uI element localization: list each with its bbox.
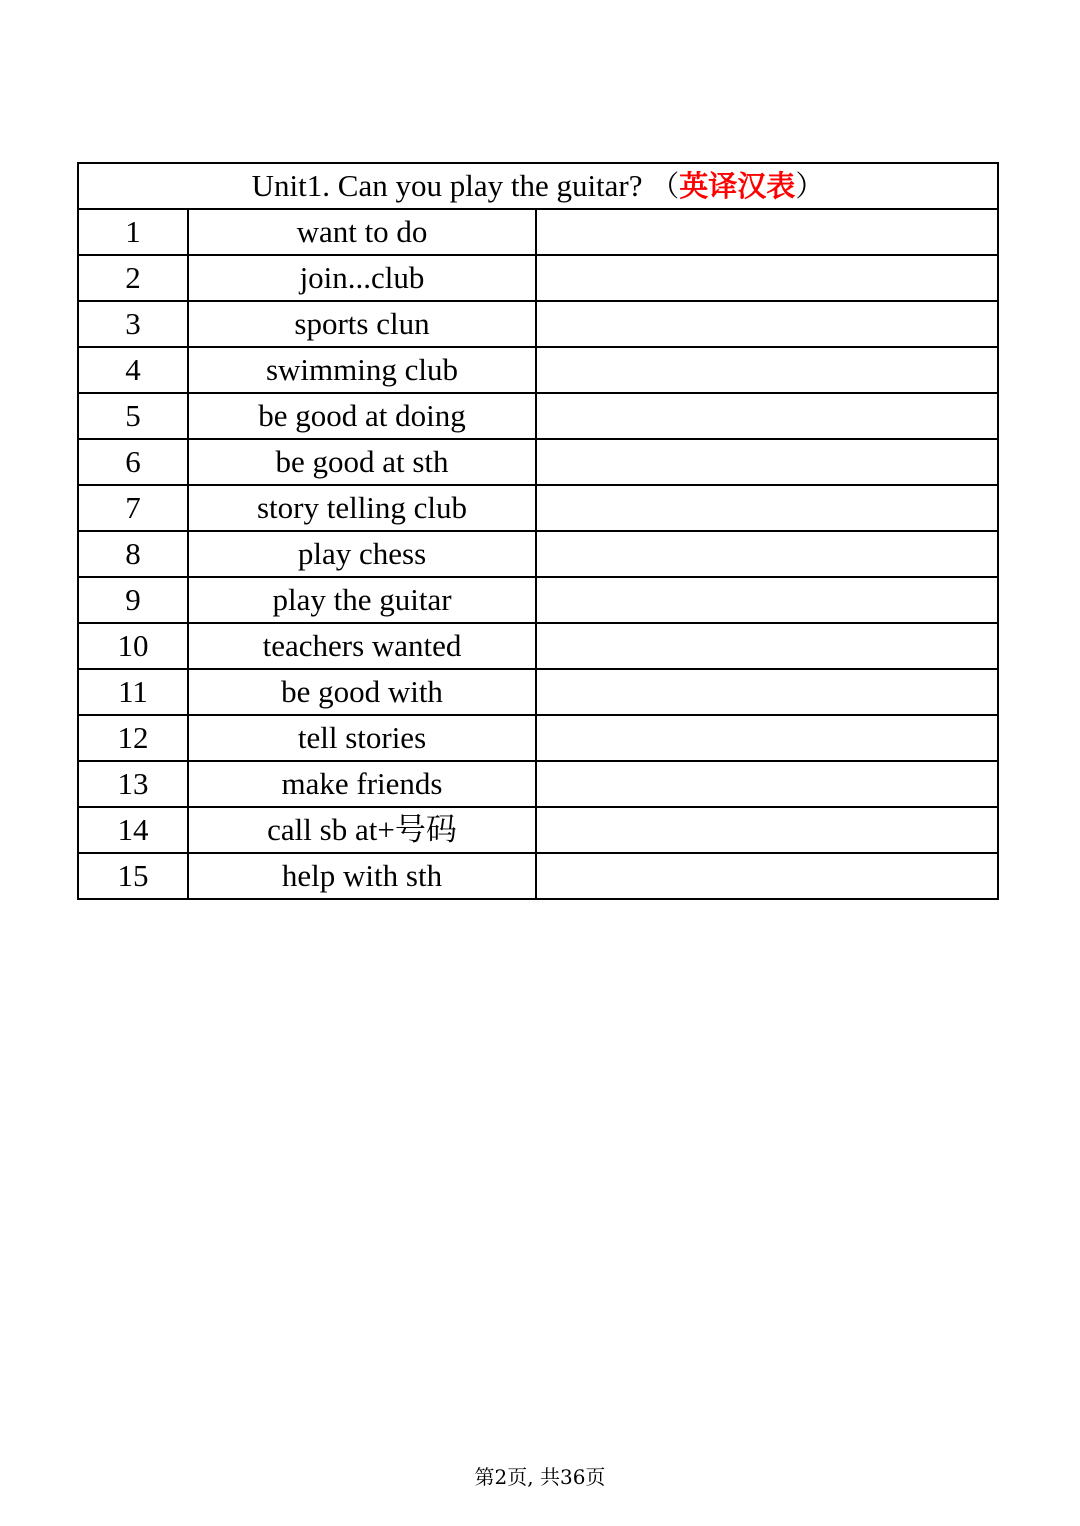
chinese-answer-cell[interactable]	[536, 715, 998, 761]
row-number: 5	[78, 393, 188, 439]
row-number: 13	[78, 761, 188, 807]
english-phrase: be good with	[188, 669, 536, 715]
row-number: 1	[78, 209, 188, 255]
english-phrase: help with sth	[188, 853, 536, 899]
row-number: 4	[78, 347, 188, 393]
table-row	[78, 761, 998, 807]
title-close-paren: ）	[795, 169, 825, 203]
row-number: 3	[78, 301, 188, 347]
row-number: 9	[78, 577, 188, 623]
table-row	[78, 301, 998, 347]
chinese-answer-cell[interactable]	[536, 439, 998, 485]
english-phrase: be good at sth	[188, 439, 536, 485]
english-phrase: want to do	[188, 209, 536, 255]
row-number: 12	[78, 715, 188, 761]
table-row	[78, 807, 998, 853]
chinese-answer-cell[interactable]	[536, 301, 998, 347]
row-number: 10	[78, 623, 188, 669]
table-row	[78, 531, 998, 577]
chinese-answer-cell[interactable]	[536, 209, 998, 255]
chinese-answer-cell[interactable]	[536, 255, 998, 301]
english-phrase: sports clun	[188, 301, 536, 347]
chinese-answer-cell[interactable]	[536, 577, 998, 623]
english-phrase: tell stories	[188, 715, 536, 761]
chinese-answer-cell[interactable]	[536, 853, 998, 899]
english-phrase: play the guitar	[188, 577, 536, 623]
row-number: 14	[78, 807, 188, 853]
english-phrase: call sb at+号码	[188, 807, 536, 853]
chinese-answer-cell[interactable]	[536, 347, 998, 393]
table-row	[78, 485, 998, 531]
chinese-answer-cell[interactable]	[536, 393, 998, 439]
table-title	[78, 163, 998, 209]
english-phrase: teachers wanted	[188, 623, 536, 669]
table-row	[78, 577, 998, 623]
row-number: 2	[78, 255, 188, 301]
table-title-row	[78, 163, 998, 209]
chinese-answer-cell[interactable]	[536, 761, 998, 807]
chinese-answer-cell[interactable]	[536, 807, 998, 853]
english-phrase: be good at doing	[188, 393, 536, 439]
row-number: 7	[78, 485, 188, 531]
english-phrase: play chess	[188, 531, 536, 577]
chinese-answer-cell[interactable]	[536, 485, 998, 531]
table-row	[78, 255, 998, 301]
english-phrase: story telling club	[188, 485, 536, 531]
row-number: 8	[78, 531, 188, 577]
chinese-answer-cell[interactable]	[536, 669, 998, 715]
row-number: 6	[78, 439, 188, 485]
table-row	[78, 623, 998, 669]
row-number: 15	[78, 853, 188, 899]
english-phrase: join...club	[188, 255, 536, 301]
table-row	[78, 209, 998, 255]
english-phrase: swimming club	[188, 347, 536, 393]
table-row	[78, 853, 998, 899]
title-tag: 英译汉表	[679, 169, 796, 203]
table-row	[78, 393, 998, 439]
table-row	[78, 715, 998, 761]
title-open-paren: （	[650, 169, 680, 203]
chinese-answer-cell[interactable]	[536, 623, 998, 669]
table-row	[78, 439, 998, 485]
table-row	[78, 669, 998, 715]
table-row	[78, 347, 998, 393]
table-body	[78, 163, 998, 899]
page-number: 第2页, 共36页	[474, 1465, 606, 1489]
title-text: Unit1. Can you play the guitar?	[251, 168, 651, 203]
row-number: 11	[78, 669, 188, 715]
english-phrase: make friends	[188, 761, 536, 807]
vocab-table	[77, 162, 999, 900]
chinese-answer-cell[interactable]	[536, 531, 998, 577]
